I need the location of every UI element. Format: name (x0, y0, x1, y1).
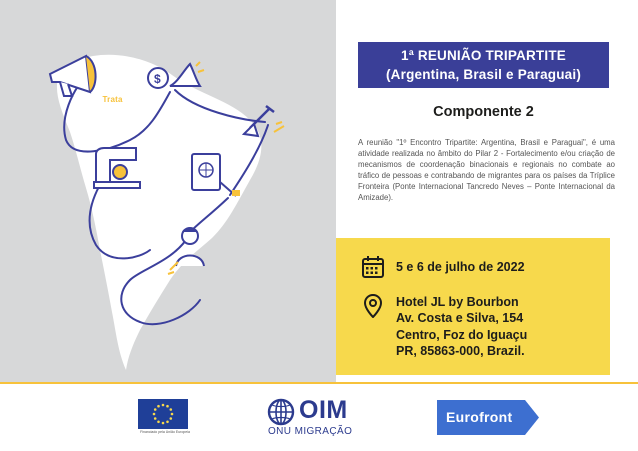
eu-star (166, 420, 169, 423)
eu-star (157, 420, 160, 423)
eu-star (154, 417, 157, 420)
eu-star (153, 413, 156, 416)
oim-globe-icon (266, 397, 296, 427)
component-subtitle: Componente 2 (433, 104, 534, 120)
event-address (396, 294, 527, 359)
calendar-icon (362, 256, 384, 278)
event-description: A reunião "1º Encontro Tripartite: Argentina, Brasil e Paraguai", é uma atividade realizada no âmbito do Pilar 2 - Fortalecimento e/ou criação de mecanismos de coordenação binacionais e regionais no combate ao tráfico de pessoas e contrabando de migrantes para os países da Tríplice Fronteira (Ponte Internacional Tancredo Neves – Ponte Internacional da Amizade). (358, 138, 615, 202)
eu-star (166, 405, 169, 408)
eu-star (154, 408, 157, 411)
eu-star (169, 417, 172, 420)
address-line: Av. Costa e Silva, 154 (396, 311, 524, 326)
event-date: 5 e 6 de julho de 2022 (396, 260, 525, 274)
eu-star (157, 405, 160, 408)
eu-caption: Financiado pela União Europeia (140, 430, 190, 434)
eu-star (171, 413, 174, 416)
event-title-banner (358, 42, 609, 88)
south-america-map-illustration (0, 0, 336, 383)
location-pin-icon (364, 294, 382, 318)
address-line: Centro, Foz do Iguaçu (396, 327, 528, 342)
svg-text:$: $ (154, 72, 161, 86)
address-line: PR, 85863-000, Brazil. (396, 343, 525, 358)
eurofront-label: Eurofront (446, 409, 513, 425)
address-line: Hotel JL by Bourbon (396, 295, 519, 309)
oim-logo-text: OIM (299, 396, 348, 424)
eu-flag-icon (138, 399, 188, 429)
eu-star (162, 422, 165, 425)
eu-star (162, 404, 165, 407)
oim-subtitle: ONU MIGRAÇÃO (268, 426, 353, 437)
event-title-line1: 1ª REUNIÃO TRIPARTITE (401, 48, 566, 63)
eu-star (169, 408, 172, 411)
event-title-line2: (Argentina, Brasil e Paraguai) (385, 67, 582, 82)
hashtag-label: #AlertaTrata (74, 95, 123, 104)
